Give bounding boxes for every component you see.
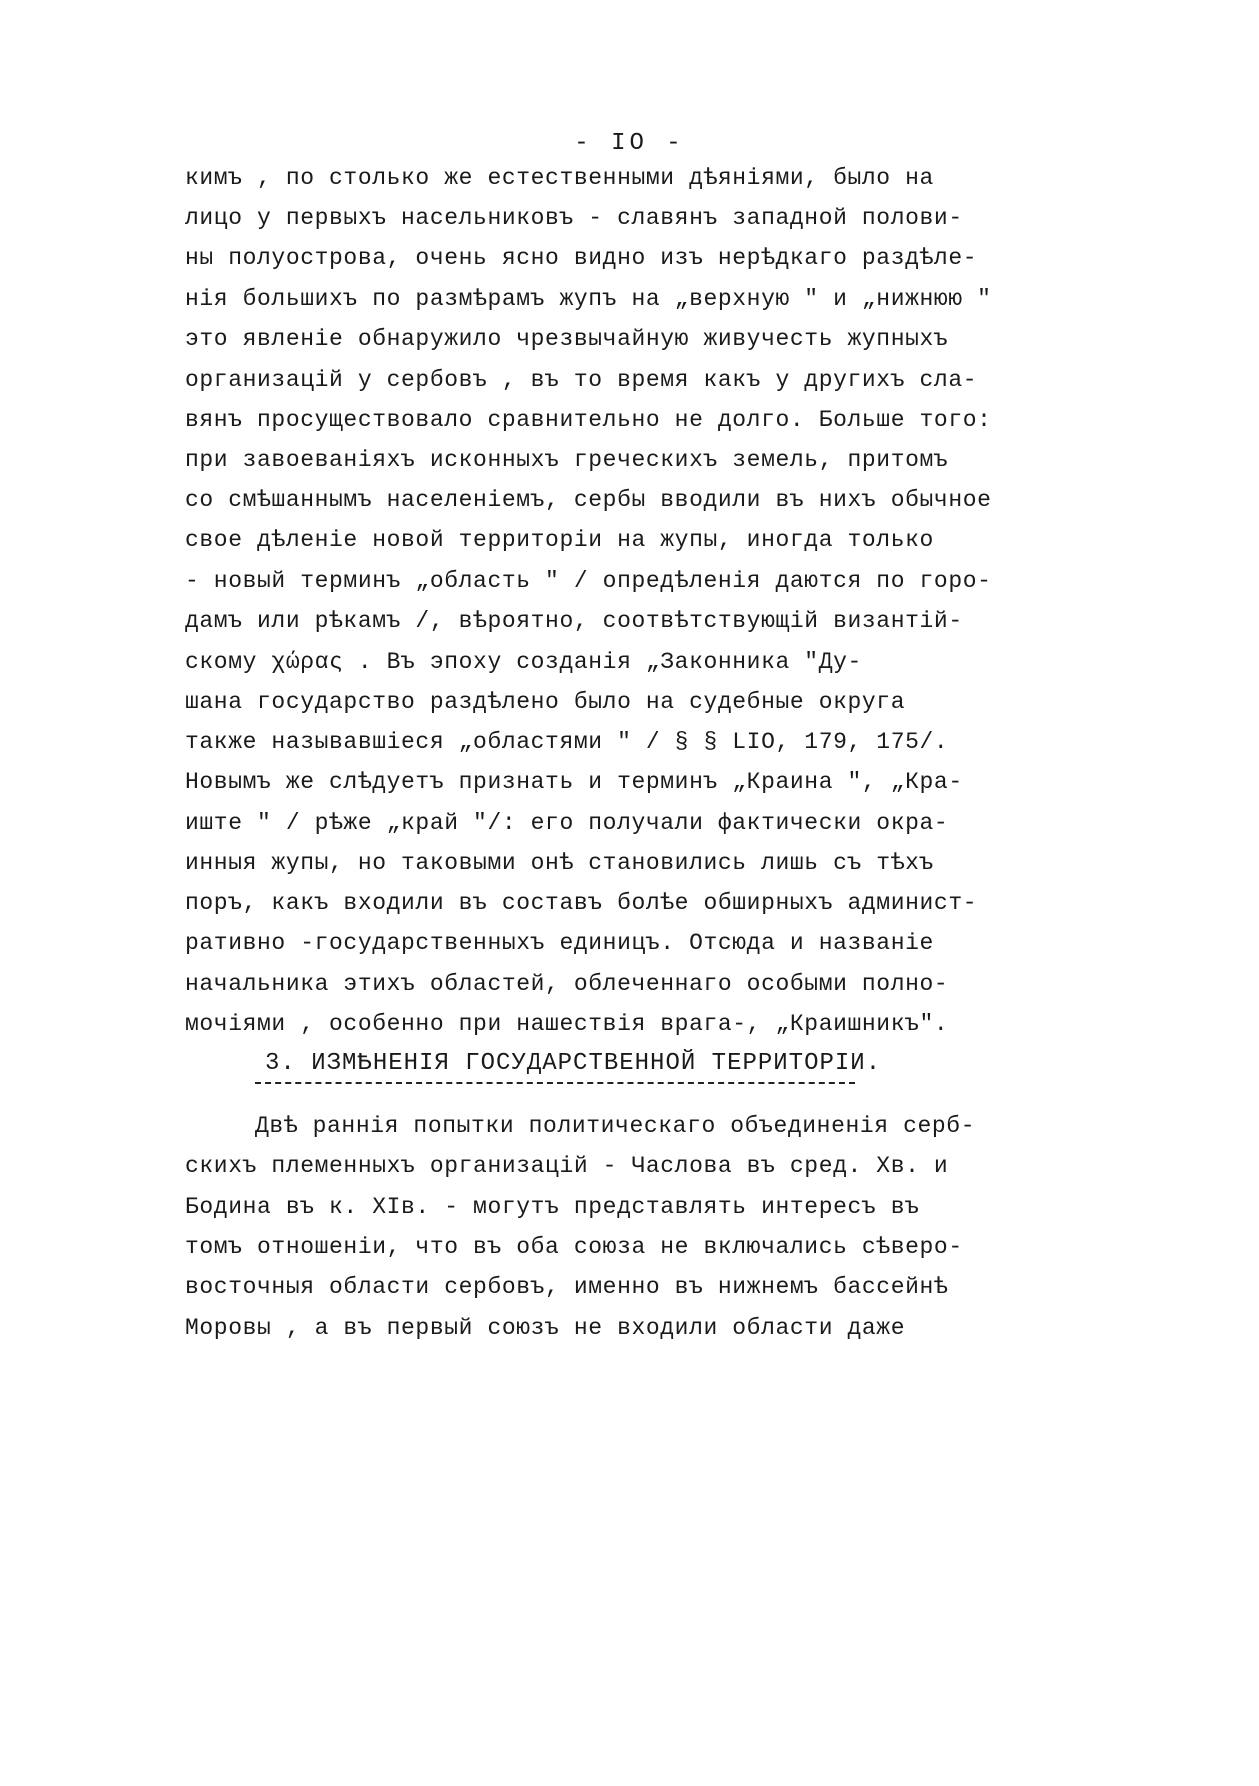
text-line: со смѣшаннымъ населеніемъ, сербы вводили въ нихъ обычное: [185, 487, 992, 513]
text-line: Моровы , а въ первый союзъ не входили области даже: [185, 1315, 906, 1341]
text-line: восточныя области сербовъ, именно въ нижнемъ бассейнѣ: [185, 1274, 949, 1300]
text-line: кимъ , по столько же естественными дѣяніями, было на: [185, 165, 934, 191]
text-line: Новымъ же слѣдуетъ признать и терминъ „Краина ", „Кра-: [185, 769, 963, 795]
text-line: при завоеваніяхъ исконныхъ греческихъ земель, притомъ: [185, 447, 949, 473]
text-line: скихъ племенныхъ организацій - Часлова въ сред. Хв. и: [185, 1153, 949, 1179]
text-line: лицо у первыхъ насельниковъ - славянъ западной полови-: [185, 205, 963, 231]
section-heading: 3. ИЗМѢНЕНІЯ ГОСУДАРСТВЕННОЙ ТЕРРИТОРІИ.: [265, 1050, 882, 1077]
text-line: ны полуострова, очень ясно видно изъ нерѣдкаго раздѣле-: [185, 245, 978, 271]
page-number: - IO -: [574, 130, 685, 157]
text-line: нія большихъ по размѣрамъ жупъ на „верхную " и „нижнюю ": [185, 286, 992, 312]
text-line: мочіями , особенно при нашествія врага-, „Краишникъ".: [185, 1011, 949, 1037]
text-line: Двѣ раннія попытки политическаго объединенія серб-: [255, 1113, 976, 1139]
text-line: начальника этихъ областей, облеченнаго особыми полно-: [185, 971, 949, 997]
text-line: иште " / рѣже „край "/: его получали фактически окра-: [185, 810, 949, 836]
text-line: Бодина въ к. XIв. - могутъ представлять интересъ въ: [185, 1194, 920, 1220]
text-line: организацій у сербовъ , въ то время какъ у другихъ сла-: [185, 367, 978, 393]
text-line: свое дѣленіе новой территоріи на жупы, иногда только: [185, 527, 934, 553]
text-line: это явленіе обнаружило чрезвычайную живучесть жупныхъ: [185, 326, 949, 352]
text-line: поръ, какъ входили въ составъ болѣе обширныхъ админист-: [185, 890, 978, 916]
text-line: шана государство раздѣлено было на судебные округа: [185, 689, 906, 715]
text-line: скому χώρας . Въ эпоху созданія „Законника "Ду-: [185, 649, 862, 675]
text-line: дамъ или рѣкамъ /, вѣроятно, соотвѣтствующій византій-: [185, 608, 963, 634]
text-line: также называвшіеся „областями " / § § LIO, 179, 175/.: [185, 729, 949, 755]
text-line: ративно -государственныхъ единицъ. Отсюда и названіе: [185, 930, 934, 956]
text-line: вянъ просуществовало сравнительно не долго. Больше того:: [185, 407, 992, 433]
text-line: томъ отношеніи, что въ оба союза не включались сѣверо-: [185, 1234, 963, 1260]
text-line: - новый терминъ „область " / опредѣленія даются по горо-: [185, 568, 992, 594]
heading-underline: [255, 1082, 855, 1084]
text-line: инныя жупы, но таковыми онѣ становились лишь съ тѣхъ: [185, 850, 934, 876]
